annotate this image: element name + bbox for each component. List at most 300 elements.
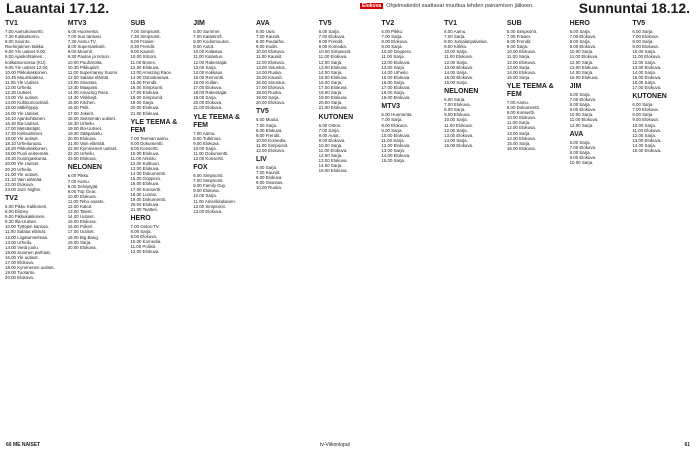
program-entry: 6.00 Huomenta. <box>67 29 99 34</box>
program-entry: 14.00 Sarja. <box>569 69 594 75</box>
block-spacer <box>570 165 629 167</box>
program-entry: 16.00 Sarja. <box>632 79 657 85</box>
program-entry: 9.00 Konsertti. <box>506 110 536 116</box>
program-entry: 9.00 Yle uutiset 9.00. <box>5 49 47 55</box>
block-spacer <box>570 80 629 82</box>
program-entry: 13.00 Sarja. <box>381 64 406 70</box>
program-entry: 9.00 Elokuva. <box>569 44 597 50</box>
program-entry: 13.00 Elokuva. <box>318 158 348 164</box>
program-entry: 13.00 Sarja. <box>381 147 406 153</box>
program-entry: 11.00 Amerikkalainen. <box>193 198 237 204</box>
program-entry: 19.00 Sarja. <box>255 95 280 101</box>
block-spacer <box>5 192 64 194</box>
program-entry: 9.00 Sisustus. <box>255 180 284 186</box>
program-entry: 9.00 Ajankohtainen. <box>5 54 44 60</box>
program-entry: 7.00 Sun tarinasi. <box>67 34 102 40</box>
program-entry: 19.00 Sarja. <box>67 239 92 245</box>
program-entry: 7.00 Sarja. <box>381 34 403 40</box>
program-entry: 14.00 Urheilu. <box>381 69 409 75</box>
channel-heading: MTV3 <box>67 20 87 27</box>
program-entry: 11.00 Sarja. <box>381 137 405 143</box>
program-entry: 14.00 Dokumentti. <box>130 171 167 177</box>
program-entry: 12.00 Sarja. <box>318 59 343 65</box>
program-entry: 9.00 Elokuva. <box>193 188 220 194</box>
channel-heading: SUB <box>130 20 146 27</box>
program-entry: 14.00 Sarja. <box>444 69 468 75</box>
program-entry: 6.00 Summer. <box>193 29 221 34</box>
program-entry: 12.00 Salatut elämät. <box>67 74 110 80</box>
program-entry: 12.00 Liigatunnelmaa. <box>5 234 49 240</box>
program-entry: 11.00 Elokuva. <box>444 54 473 60</box>
program-entry: 12.00 Sarja. <box>632 59 657 65</box>
program-entry: 12.00 Elokuva. <box>255 147 285 153</box>
program-entry: 10.00 Sarja. <box>569 49 594 55</box>
program-entry: 18.00 Luonto. <box>130 191 158 197</box>
program-entry: 15.00 Kauniit. <box>255 74 283 80</box>
program-entry: 15.00 Elokuva. <box>444 74 474 80</box>
program-entry: 9.00 Sarja. <box>506 44 529 50</box>
program-entry: 16.00 Pelit. <box>67 105 90 111</box>
program-entry: 9.00 Elokuva. <box>130 234 158 240</box>
program-entry: 17.00 Elokuva. <box>5 260 35 266</box>
program-entry: 12.30 Uutiset. <box>5 90 33 96</box>
block-spacer <box>130 255 189 257</box>
block-spacer <box>193 111 252 113</box>
program-entry: 15.00 Sarja. <box>506 74 531 80</box>
program-entry: 15.00 Sarja. <box>381 158 406 164</box>
program-entry: 8.00 Kodinmuutos. <box>193 39 230 45</box>
program-entry: 7.00 Sarja. <box>255 122 278 128</box>
program-entry: 11.00 Sarja. <box>381 54 405 60</box>
program-entry: 10.00 Sarja. <box>569 112 594 118</box>
program-entry: 11.00 Elokuva. <box>318 147 348 153</box>
page-footer <box>0 440 696 449</box>
program-entry: 14.00 Amazing Race. <box>67 90 110 96</box>
program-entry: 11.00 Kalastus. <box>193 54 224 60</box>
program-entry: 21.00 Vain elämää. <box>67 141 106 147</box>
program-entry: 9.00 Kodin. <box>255 44 279 50</box>
program-entry: 19.30 Sääpalvelu. <box>67 130 103 136</box>
program-entry: 16.00 Sisustus. <box>255 79 286 85</box>
program-entry: 9.00 Top Gear. <box>67 188 97 194</box>
program-entry: 14.00 Elokuva. <box>506 135 536 141</box>
program-entry: 18.00 Yle uutiset. <box>5 135 39 141</box>
program-entry: 20.00 Elokuva. <box>130 105 160 111</box>
program-entry: 15.00 Mäkihyppy. <box>5 105 40 111</box>
program-entry: 11.00 Elokuva. <box>318 54 348 60</box>
program-entry: 7.00 Kauniit. <box>255 170 281 176</box>
program-entry: 8.00 Elokuva. <box>255 175 283 181</box>
program-entry: 6.00 Pikku. <box>381 29 404 34</box>
program-entry: 9.00 Elokuva. <box>632 117 659 123</box>
program-entry: 6.00 Simpsonit. <box>506 29 538 34</box>
program-entry: 17.00 Elokuva. <box>632 85 662 91</box>
program-entry: 19.00 Dokumentti. <box>130 196 167 202</box>
header-note <box>360 3 534 9</box>
program-entry: 9.00 Muumit. <box>67 49 94 55</box>
program-entry: 8.00 Autot. <box>318 132 340 138</box>
program-entry: 10.00 Elokuva. <box>506 115 536 121</box>
program-entry: 7.00 Elokuva. <box>569 144 597 150</box>
program-entry: 9.00 Elokuva. <box>569 154 597 160</box>
program-entry: 13.00 Sisustus. <box>67 79 98 85</box>
block-spacer <box>68 250 127 252</box>
program-entry: 10.00 Kalastus. <box>193 49 224 55</box>
program-entry: 9.00 Kauniit. <box>130 49 155 55</box>
program-entry: 13.00 Elokuva. <box>632 64 662 70</box>
program-entry: 7.00 Sarja. <box>381 117 403 123</box>
listing-column <box>444 19 503 439</box>
program-entry: 12.00 Sarja. <box>632 132 657 138</box>
program-entry: 9.00 Elokuva. <box>569 107 597 113</box>
program-entry: 12.00 Elokuva. <box>506 125 536 131</box>
program-entry: 15.00 Elokuva. <box>569 74 599 80</box>
block-spacer <box>632 153 691 155</box>
program-entry: 20.00 Elokuva. <box>130 201 160 207</box>
program-entry: 6.00 Sarja. <box>318 29 340 34</box>
program-entry: 8.00 Sarja. <box>444 107 466 113</box>
program-entry: 16.00 Elokuva. <box>506 145 536 151</box>
channel-heading: YLE TEEMA & FEM <box>193 113 241 129</box>
program-entry: 13.00 Sarja. <box>506 64 531 70</box>
program-entry: 7.30 Kotikatsomo. <box>5 34 41 40</box>
program-entry: 9.00 Frendit. <box>255 132 281 138</box>
channel-heading: LIV <box>255 156 267 164</box>
block-spacer <box>381 163 440 165</box>
program-entry: 6.00 Simpsonit. <box>193 173 224 179</box>
program-entry: 12.00 Elokuva. <box>130 249 160 255</box>
program-entry: 20.00 Elokuva. <box>193 100 223 106</box>
page-header <box>0 0 696 16</box>
program-entry: 8.00 Tutkimus. <box>193 135 222 141</box>
program-entry: 6.00 Sarja. <box>444 97 466 103</box>
channel-heading: HERO <box>569 20 590 27</box>
program-entry: 10.00 Sarja. <box>632 49 657 55</box>
program-entry: 8.00 Family Guy. <box>193 183 227 189</box>
program-entry: 10.00 Elokuva. <box>381 132 411 138</box>
program-entry: 18.00 Kymmenen uutiset. <box>5 265 55 271</box>
channel-heading: JIM <box>569 82 582 90</box>
program-entry: 17.00 Elokuva. <box>130 90 160 96</box>
program-entry: 11.00 Dokumentti. <box>193 150 229 156</box>
program-entry: 10.00 Sarja. <box>444 49 468 55</box>
channel-heading: AVA <box>255 20 270 27</box>
program-entry: 10.00 Komedia. <box>255 137 287 143</box>
listing-column <box>319 19 378 439</box>
program-entry: 8.00 Dokumentti. <box>506 105 541 111</box>
channel-heading: TV5 <box>632 20 646 27</box>
program-entry: 7.30 Simpsonit. <box>130 34 161 40</box>
program-entry: 6.00 Sarja. <box>569 29 591 34</box>
program-entry: 18.00 Ruoka. <box>255 90 283 96</box>
program-entry: 20.00 Elokuva. <box>67 135 97 141</box>
channel-heading: JIM <box>193 20 205 27</box>
block-spacer <box>193 214 252 216</box>
program-entry: 17.00 Elokuva. <box>193 85 223 91</box>
program-entry: 11.00 Elokuva. <box>444 122 473 128</box>
saturday-title: Lauantai 17.12. <box>6 0 110 16</box>
program-entry: 9.00 Elokuva. <box>632 44 659 50</box>
program-entry: 7.00 Elokuva. <box>444 102 471 108</box>
program-entry: 18.00 Simpsonit. <box>130 95 164 101</box>
program-entry: 6.00 Aamu. <box>444 29 467 34</box>
program-entry: 9.00 Elokuva. <box>318 137 346 143</box>
program-entry: 19.00 Tuotanto. <box>5 270 36 276</box>
program-entry: 7.00 Frasier. <box>506 34 532 40</box>
program-entry: 12.00 Elokuva. <box>255 59 285 65</box>
program-entry: 10.30 Pikkupiirit. <box>67 64 100 70</box>
program-entry: 8.00 Elokuva. <box>381 122 409 128</box>
program-entry: 6.00 Ostos. <box>318 122 342 128</box>
program-entry: 16.00 Simpsonit. <box>130 85 164 91</box>
channel-heading: NELONEN <box>67 164 102 172</box>
sunday-title: Sunnuntai 18.12. <box>578 0 690 16</box>
program-entry: 15.00 Frendit. <box>130 79 158 85</box>
block-spacer <box>381 100 440 102</box>
program-entry: 9.00 Sarja. <box>381 44 403 50</box>
program-entry: 17.00 Jokerit. <box>67 110 95 116</box>
program-entry: 8.30 Frendit. <box>130 44 156 50</box>
program-entry: 21.00 Elokuva. <box>130 110 160 116</box>
program-entry: 9.00 Kirkko. <box>444 44 468 50</box>
program-entry: 13.00 Amazing Race. <box>130 69 173 75</box>
program-entry: 17.00 Elokuva. <box>318 85 348 91</box>
program-entry: 11.00 Elokuva. <box>569 54 599 60</box>
channel-heading: TV2 <box>5 195 18 202</box>
program-entry: 11.00 Elokuva. <box>632 54 662 60</box>
program-entry: 12.00 Elokuva. <box>381 142 411 148</box>
program-entry: 18.00 Sarja. <box>381 90 406 96</box>
channel-heading: YLE TEEMA & FEM <box>130 118 178 134</box>
program-entry: 16.00 Sarja. <box>444 79 468 85</box>
program-entry: 8.00 Selviytyjät. <box>67 183 99 189</box>
listing-column <box>507 19 566 439</box>
block-spacer <box>5 280 64 282</box>
program-entry: 8.00 Elokuva. <box>381 39 409 45</box>
listing-column <box>256 19 315 439</box>
program-entry: 17.00 Konsertti. <box>130 186 162 192</box>
program-entry: 19.00 Sarja. <box>193 95 217 101</box>
program-entry: 18.20 Pikkukakkonen. <box>5 146 48 152</box>
program-entry: 10.00 Ooppera. <box>381 49 412 55</box>
program-entry: 10.00 Sarja. <box>569 159 594 165</box>
program-entry: 15.00 Sarja. <box>506 140 531 146</box>
program-entry: 13.00 Sisustus. <box>255 64 286 70</box>
block-spacer <box>256 191 315 193</box>
program-entry: 18.00 Rakentajat. <box>193 90 228 96</box>
channel-heading: KUTONEN <box>632 93 667 101</box>
program-entry: Rai-kirjaimen taikka. <box>5 44 45 50</box>
program-entry: 7.00 Sarja. <box>444 34 466 40</box>
program-entry: 10.00 Puuharotta. <box>67 59 103 65</box>
program-entry: 23.00 Jazz Nights. <box>5 186 42 192</box>
program-entry: 14.00 Sarja. <box>632 142 657 148</box>
program-entry: 8.00 Puutarha. <box>255 39 285 45</box>
block-spacer <box>444 148 503 150</box>
program-entry: 10.45 Muumilaakso. <box>5 74 45 80</box>
program-entry: 12.00 Kakut. <box>67 204 93 209</box>
program-entry: 13.00 Elokuva. <box>569 64 599 70</box>
channel-heading: TV1 <box>444 20 457 27</box>
program-entry: 10.00 Sarja. <box>632 122 657 128</box>
program-entry: 15.00 Elokuva. <box>381 74 411 80</box>
program-entry: 19.00 Elokuva. <box>381 95 411 101</box>
program-entry: 21.10 Vain elämää. <box>5 176 43 182</box>
program-entry: 13.00 Yle uutiset. <box>5 95 39 101</box>
program-entry: 20.20 Urheilu. <box>5 166 33 172</box>
program-entry: 16.00 Elokuva. <box>130 181 160 187</box>
program-entry: 8.00 Supersankarit. <box>67 44 106 50</box>
program-entry: 13.00 Elokuva. <box>444 132 474 138</box>
program-entry: 10.00 Sarja. <box>193 193 217 199</box>
program-entry: 12.00 Sarja. <box>318 153 343 159</box>
program-entry: 8.00 Jumalanpalvelus. <box>444 39 488 45</box>
program-entry: 8.00 Disney. <box>5 209 30 215</box>
program-entry: 10.00 Ruoka. <box>255 185 283 191</box>
program-entry: 9.00 Konsertti. <box>130 145 159 151</box>
program-entry: 10.00 Sarja. <box>318 142 343 148</box>
program-entry: 7.00 Aamukonsertti. <box>5 29 44 34</box>
listing-column <box>632 19 691 439</box>
movie-badge: Elokuva <box>362 3 382 9</box>
program-entry: 6.00 Muuta. <box>255 117 280 123</box>
listing-column <box>381 19 440 439</box>
block-spacer <box>632 90 691 92</box>
program-entry: 11.00 Arkisto. <box>130 155 157 161</box>
channel-heading: YLE TEEMA & FEM <box>506 82 554 98</box>
program-entry: 11.00 Supernanny Suomi. <box>67 69 119 75</box>
program-entry: 14.00 Sarja. <box>318 163 343 169</box>
channel-heading: KUTONEN <box>318 113 354 121</box>
footer-left: 60 ME NAISET <box>6 442 41 448</box>
program-entry: 20.00 Elokuva. <box>5 275 35 281</box>
program-entry: 8.00 Frendit. <box>506 39 532 45</box>
program-entry: 20.00 Elokuva. <box>67 244 97 250</box>
program-entry: 18.00 Seitsemän uutiset. <box>67 115 117 121</box>
program-entry: 14.00 Sarja. <box>318 69 343 75</box>
program-entry: 19.00 Ilta-Uutiset. <box>67 125 103 131</box>
footer-right: 61 <box>684 442 690 448</box>
program-entry: 12.00 Sarja. <box>444 59 468 65</box>
block-spacer <box>130 212 189 214</box>
program-entry: 12.00 Sarja. <box>569 122 594 128</box>
program-entry: 8.00 Sovinto. <box>5 39 31 45</box>
program-entry: 16.00 Yle Uutiset. <box>5 110 40 116</box>
listing-column <box>5 19 64 439</box>
program-entry: 8.00 Sarja. <box>569 39 591 45</box>
program-entry: 11.05 Yle Uutiset. <box>5 79 40 85</box>
program-entry: 17.30 Kielisoittimet. <box>5 130 44 136</box>
listing-column <box>68 19 127 439</box>
program-entry: 21.00 Yle uutiset. <box>5 171 39 177</box>
header-subtitle: Ohjelmatiedot saattavat muuttua lehden painamisen jälkeen. <box>386 3 534 9</box>
program-entry: 16.30 Ilta-Uutiset. <box>5 120 40 126</box>
block-spacer <box>319 111 378 113</box>
program-entry: 15.00 Ooppera. <box>130 176 161 182</box>
program-entry: 10.00 Pikkukakkonen. <box>5 69 48 75</box>
program-entry: 17.00 Metsästäjät. <box>5 125 41 131</box>
channel-heading: TV5 <box>318 20 332 27</box>
program-entry: 12.00 Simpsonit. <box>193 203 226 209</box>
program-entry: 12.00 Elokuva. <box>506 59 536 65</box>
channel-heading: TV1 <box>5 20 18 27</box>
program-entry: 14.00 Uutiset. <box>67 214 95 220</box>
channel-heading: NELONEN <box>444 88 479 96</box>
channel-heading: HERO <box>130 215 151 222</box>
program-entry: 7.00 Sarja. <box>318 127 340 133</box>
channel-heading: MTV3 <box>381 103 401 111</box>
listing-columns <box>5 19 691 439</box>
program-entry: 13.00 Sarja. <box>506 130 531 136</box>
program-entry: 7.30 Aamu-TV. <box>67 39 97 45</box>
program-entry: 15.00 Elokuva. <box>444 142 474 148</box>
program-entry: 14.00 Kulttuuricocktail. <box>5 100 50 106</box>
channel-heading: SUB <box>506 20 522 27</box>
program-entry: 6.00 Pikku. <box>67 173 90 179</box>
program-entry: 12.00 Kulttuuri. <box>130 161 161 167</box>
program-entry: 17.00 Uutiset. <box>67 229 95 235</box>
program-entry: 12.00 Rakentajat. <box>193 59 228 65</box>
program-entry: 6.00 Pikku Kakkonen. <box>5 204 48 209</box>
channel-heading: FOX <box>193 164 208 172</box>
program-entry: 9.30 Ilta-Uutiset. <box>5 219 37 225</box>
program-entry: 13.00 Sarja. <box>193 64 217 70</box>
program-entry: 16.00 Kullan. <box>193 79 219 85</box>
program-entry: 8.00 Elokuva. <box>255 127 283 133</box>
program-entry: 7.00 Aamu. <box>67 178 90 184</box>
program-entry: 15.00 Kitchen. <box>67 100 96 106</box>
program-entry: 16.00 Sarja. <box>381 79 406 85</box>
program-entry: 16.10 Ajankohtainen. <box>5 115 47 121</box>
program-entry: 12.00 Urheilu. <box>5 85 33 91</box>
block-spacer <box>256 105 315 107</box>
program-entry: 17.00 Elokuva. <box>381 85 411 91</box>
program-entry: 16.00 Sarja. <box>318 79 343 85</box>
program-entry: 11.00 Salatut elämät. <box>5 229 47 235</box>
program-entry: kotikatsomossa (KU). <box>5 59 47 65</box>
program-entry: 8.00 Sarja. <box>569 102 591 108</box>
program-entry: 12.00 Sarja. <box>569 59 594 65</box>
block-spacer <box>507 151 566 153</box>
listing-column <box>570 19 629 439</box>
program-entry: 10.00 Sarja. <box>444 117 468 123</box>
program-entry: 9.00 Elokuva. <box>444 112 471 118</box>
program-entry: 19.00 Sarja. <box>130 100 155 106</box>
program-entry: 17.00 Elokuva. <box>255 85 285 91</box>
program-entry: 15.00 Suomen parhaat. <box>5 249 51 255</box>
program-entry: 11.00 Sarja. <box>506 120 531 126</box>
program-entry: 15.00 Remontti. <box>193 74 225 80</box>
program-entry: 11.00 Kauniit. <box>255 54 283 60</box>
program-entry: 9.00 Pikkukakkonen. <box>5 214 46 220</box>
program-entry: 7.00 Elokuva. <box>632 34 659 40</box>
program-entry: 14.00 Kokkaus. <box>193 69 224 75</box>
program-entry: 9.05 Yle uutiset 12.00. <box>5 64 49 70</box>
program-entry: 14.00 Elokuva. <box>506 69 536 75</box>
program-entry: 15.00 Elokuva. <box>318 74 348 80</box>
program-entry: 11.00 Bones. <box>130 59 157 65</box>
program-entry: 20.00 Sarja. <box>318 100 343 106</box>
program-entry: 10.00 Elokuva. <box>67 193 97 199</box>
program-entry: 21.00 Elokuva. <box>318 105 348 111</box>
block-spacer <box>130 116 189 118</box>
program-entry: 23.00 Elokuva. <box>67 156 97 162</box>
program-entry: 10.00 Elokuva. <box>130 150 160 156</box>
block-spacer <box>256 153 315 155</box>
block-spacer <box>68 161 127 163</box>
block-spacer <box>570 128 629 130</box>
program-entry: 8.00 Sarja. <box>632 39 654 45</box>
